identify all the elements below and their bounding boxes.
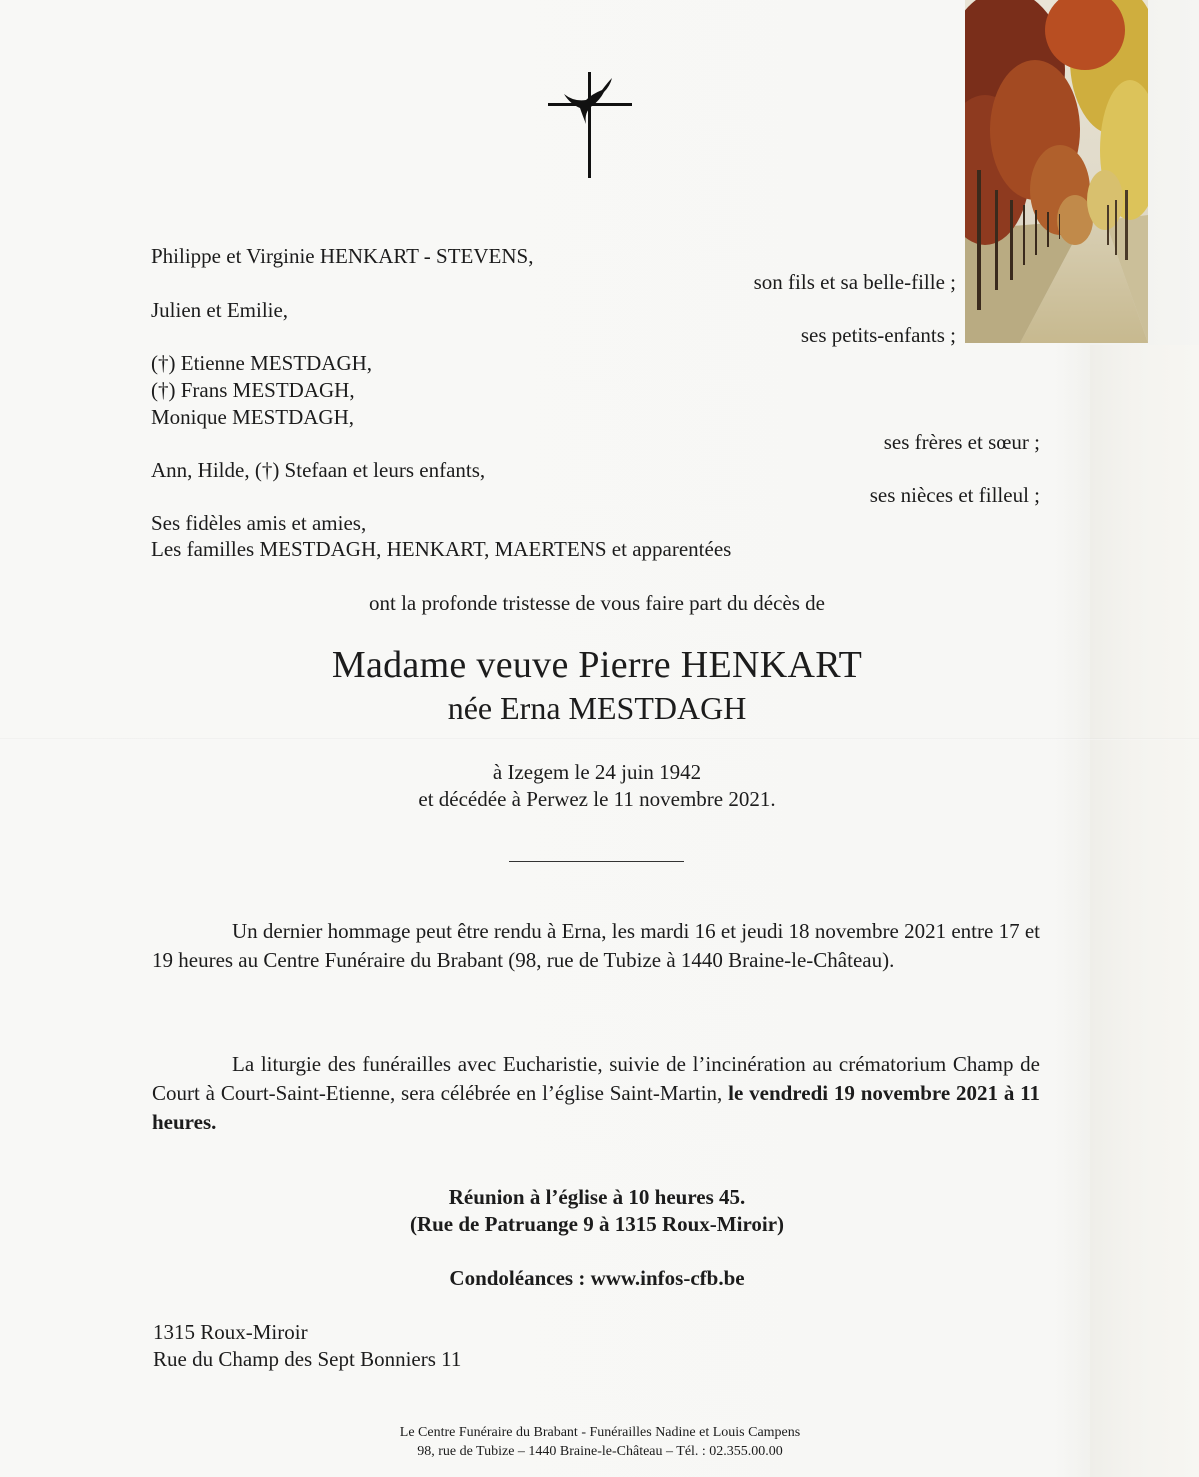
home-address-line2: Rue du Champ des Sept Bonniers 11 (153, 1347, 462, 1371)
death-info: et décédée à Perwez le 11 novembre 2021. (418, 787, 776, 811)
family-line-grandchildren: Julien et Emilie, (151, 298, 289, 322)
autumn-trees-photo (965, 0, 1148, 343)
paper-edge (1090, 345, 1199, 1477)
homage-paragraph (152, 917, 1040, 975)
family-sibling-2: (†) Frans MESTDAGH, (151, 378, 355, 402)
home-address-line1: 1315 Roux-Miroir (153, 1320, 308, 1344)
family-sibling-3: Monique MESTDAGH, (151, 405, 354, 429)
family-line-nieces: Ann, Hilde, (†) Stefaan et leurs enfants, (151, 458, 486, 482)
family-friends: Ses fidèles amis et amies, (151, 511, 367, 535)
family-sibling-1: (†) Etienne MESTDAGH, (151, 351, 373, 375)
divider (509, 861, 684, 862)
condolences-link[interactable]: Condoléances : www.infos-cfb.be (449, 1266, 745, 1290)
family-role-nieces: ses nièces et filleul ; (869, 483, 1040, 507)
liturgy-date: le vendredi 19 novembre 2021 à 11 heures. (152, 1081, 1041, 1134)
cross-dove-icon (548, 72, 632, 178)
homage-text: Un dernier hommage peut être rendu à Erna, les mardi 16 et jeudi 18 novembre 2021 entre 17 et 19 heures au Centre Funéraire du Brabant (98, rue de Tubize à 1440 Braine-le-Château). (152, 919, 1040, 972)
fold-line (0, 738, 1199, 740)
deceased-name: Madame veuve Pierre HENKART (331, 644, 863, 686)
liturgy-text: La liturgie des funérailles avec Eucharistie, suivie de l’incinération au crématorium Champ de Court à Court-Saint-Etienne, sera célébrée en l’église Saint-Martin, (152, 1052, 1040, 1105)
family-line-son: Philippe et Virginie HENKART - STEVENS, (151, 244, 534, 268)
meeting-time: Réunion à l’église à 10 heures 45. (448, 1185, 746, 1209)
deceased-born-name: née Erna MESTDAGH (447, 690, 747, 726)
family-role-grandchildren: ses petits-enfants ; (800, 323, 956, 347)
footer-funeral-home: Le Centre Funéraire du Brabant - Funérailles Nadine et Louis Campens (399, 1425, 801, 1440)
meeting-address: (Rue de Patruange 9 à 1315 Roux-Miroir) (409, 1212, 785, 1236)
family-related: Les familles MESTDAGH, HENKART, MAERTENS et apparentées (151, 537, 732, 561)
announcement-text: ont la profonde tristesse de vous faire part du décès de (368, 591, 825, 615)
family-role-son: son fils et sa belle-fille ; (753, 270, 956, 294)
family-role-siblings: ses frères et sœur ; (883, 430, 1040, 454)
birth-info: à Izegem le 24 juin 1942 (492, 760, 702, 784)
liturgy-paragraph (152, 1050, 1040, 1137)
footer-address: 98, rue de Tubize – 1440 Braine-le-Château – Tél. : 02.355.00.00 (417, 1444, 783, 1459)
